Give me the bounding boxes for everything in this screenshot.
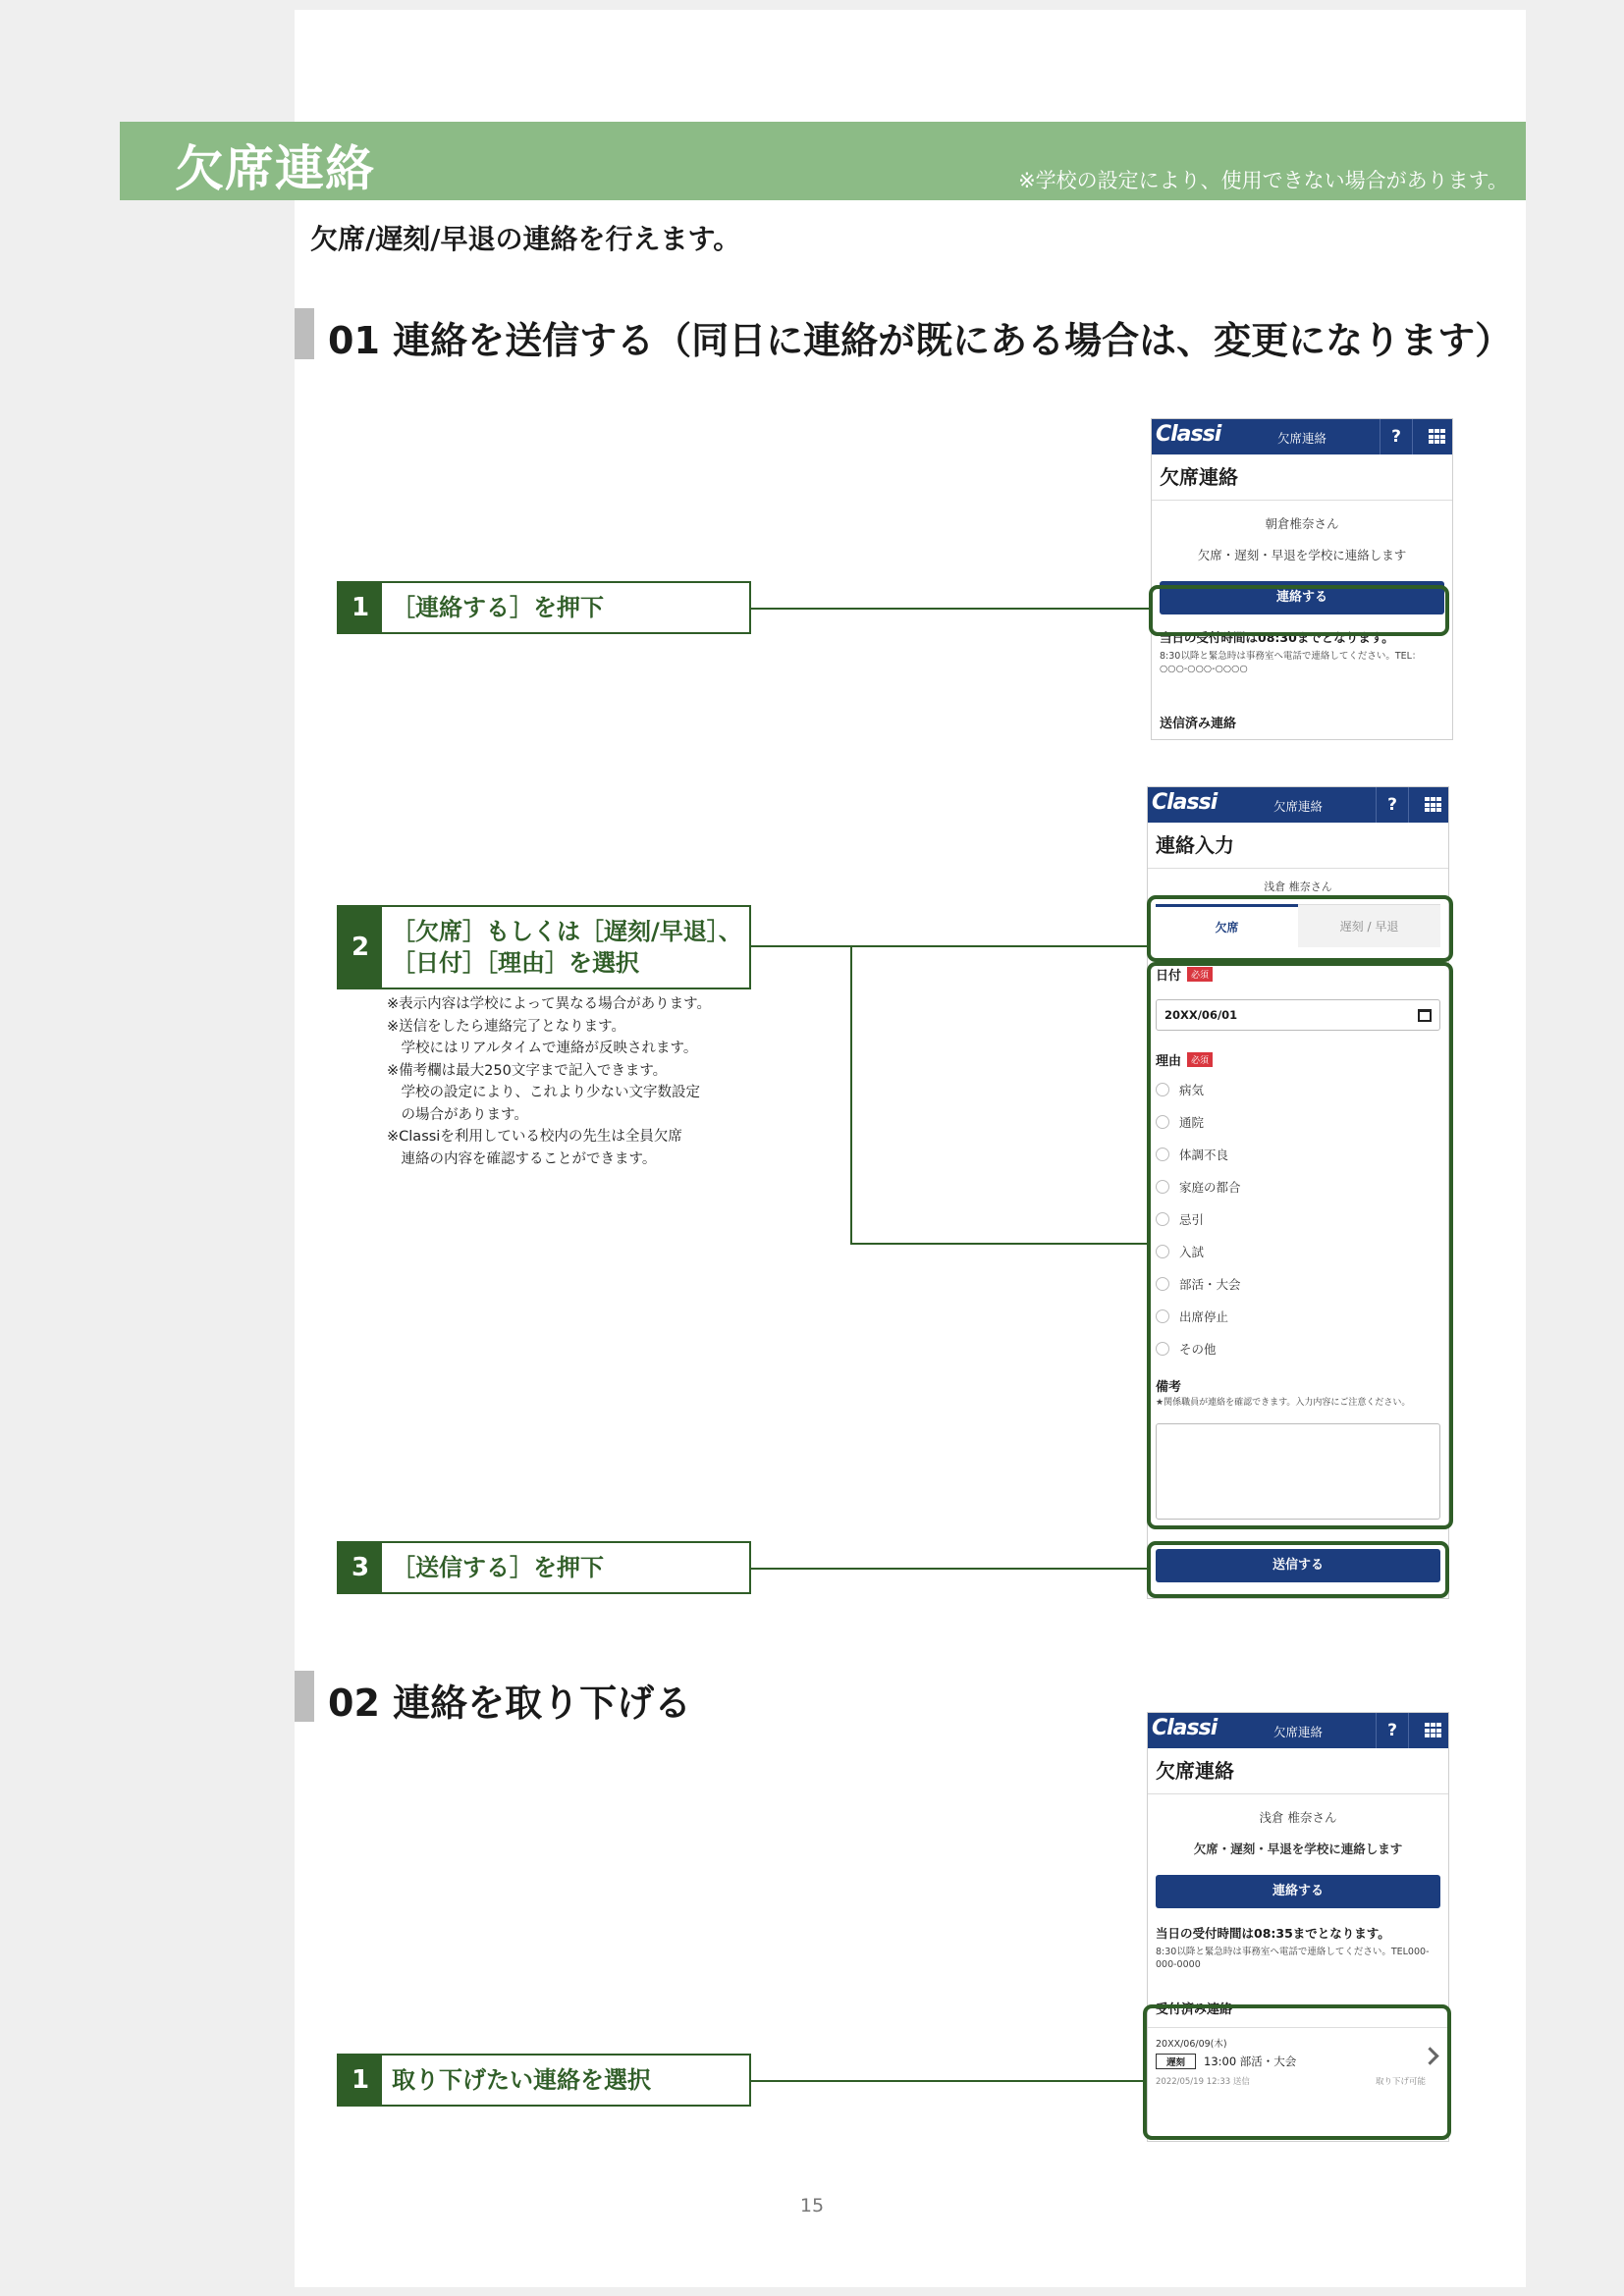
phone-screen-1	[1151, 418, 1453, 740]
urgent-contact-text: 8:30以降と緊急時は事務室へ電話で連絡してください。TEL000-000-0000	[1156, 1947, 1430, 1970]
reason-option[interactable]: 出席停止	[1148, 1300, 1448, 1332]
step-number: 2	[339, 907, 382, 988]
step-label-line1: ［欠席］もしくは［遅刻/早退］、	[392, 918, 742, 945]
item-type-badge: 遅刻	[1156, 2054, 1196, 2069]
header-title: 欠席連絡	[1272, 1725, 1323, 1739]
connector-line	[850, 1243, 1149, 1245]
note-line: ※送信をしたら連絡完了となります。	[387, 1018, 625, 1035]
step-label: ［送信する］を押下	[392, 1554, 604, 1581]
screen-title: 欠席連絡	[1152, 454, 1452, 501]
highlight-frame	[1147, 962, 1453, 1529]
step-1-box	[337, 581, 751, 634]
highlight-frame	[1149, 585, 1449, 636]
app-header	[1148, 1713, 1448, 1748]
deadline-text: 当日の受付時間は08:35までとなります。	[1156, 1926, 1390, 1941]
app-grid-icon[interactable]	[1425, 797, 1442, 813]
step-label	[392, 907, 742, 988]
reason-option[interactable]: 忌引	[1148, 1202, 1448, 1235]
required-badge: 必須	[1187, 967, 1213, 982]
contact-button[interactable]: 連絡する	[1160, 581, 1444, 614]
app-header	[1152, 419, 1452, 454]
title-banner	[120, 122, 1526, 200]
date-value: 20XX/06/01	[1164, 1008, 1238, 1022]
reason-option[interactable]: 体調不良	[1148, 1138, 1448, 1170]
highlight-frame	[1147, 895, 1453, 962]
student-name: 浅倉 椎奈さん	[1264, 881, 1332, 893]
tab-late-early[interactable]: 遅刻 / 早退	[1298, 904, 1440, 947]
page-title: 欠席連絡	[175, 140, 375, 197]
remarks-label: 備考	[1156, 1380, 1182, 1395]
reason-option[interactable]: その他	[1148, 1332, 1448, 1364]
app-grid-icon[interactable]	[1429, 429, 1446, 445]
classi-logo: Classi	[1152, 1716, 1218, 1740]
note-line: 学校にはリアルタイムで連絡が反映されます。	[387, 1041, 698, 1056]
section-bar	[295, 308, 314, 359]
header-title: 欠席連絡	[1276, 431, 1326, 446]
classi-logo: Classi	[1152, 790, 1218, 815]
classi-logo: Classi	[1156, 422, 1221, 447]
app-header	[1148, 787, 1448, 823]
reason-option[interactable]: 病気	[1148, 1073, 1448, 1105]
reason-label: 理由	[1156, 1054, 1182, 1069]
note-line: 学校の設定により、これより少ない文字数設定	[387, 1085, 700, 1100]
remarks-note: ★関係職員が連絡を確認できます。入力内容にご注意ください。	[1156, 1398, 1411, 1408]
note-line: ※Classiを利用している校内の先生は全員欠席	[387, 1129, 682, 1145]
app-grid-icon[interactable]	[1425, 1723, 1442, 1738]
help-icon[interactable]: ?	[1376, 1713, 1409, 1748]
urgent-contact-text: 8:30以降と緊急時は事務室へ電話で連絡してください。TEL：○○○-○○○-○○○○	[1160, 651, 1422, 674]
student-name: 浅倉 椎奈さん	[1259, 1810, 1337, 1825]
screen-title: 欠席連絡	[1148, 1748, 1448, 1794]
reason-option[interactable]: 通院	[1148, 1105, 1448, 1138]
availability-note: ※学校の設定により、使用できない場合があります。	[1018, 169, 1508, 192]
connector-line	[751, 945, 1149, 947]
intro-text: 欠席/遅刻/早退の連絡を行えます。	[310, 223, 741, 255]
section-02-title: 02 連絡を取り下げる	[328, 1682, 692, 1725]
step-number: 1	[339, 2056, 382, 2105]
item-status: 取り下げ可能	[1375, 2077, 1426, 2087]
help-icon[interactable]: ?	[1376, 787, 1409, 823]
required-badge: 必須	[1187, 1052, 1213, 1067]
submit-button[interactable]: 送信する	[1156, 1549, 1440, 1582]
received-heading: 受付済み連絡	[1148, 1971, 1448, 2028]
reason-option[interactable]: 部活・大会	[1148, 1267, 1448, 1300]
note-line: ※備考欄は最大250文字まで記入できます。	[387, 1062, 668, 1079]
reason-option[interactable]: 入試	[1148, 1235, 1448, 1267]
note-line: 連絡の内容を確認することができます。	[387, 1150, 657, 1167]
note-line: の場合があります。	[387, 1106, 528, 1123]
connector-line	[751, 608, 1149, 610]
note-line: ※表示内容は学校によって異なる場合があります。	[387, 996, 711, 1012]
page-number: 15	[799, 2195, 825, 2216]
step-3-box	[337, 1541, 751, 1594]
step-label: 取り下げたい連絡を選択	[392, 2066, 651, 2094]
contact-message: 欠席・遅刻・早退を学校に連絡します	[1193, 1842, 1403, 1856]
date-label: 日付	[1156, 969, 1182, 984]
item-date: 20XX/06/09(木)	[1156, 2039, 1227, 2050]
reason-option[interactable]: 家庭の都合	[1148, 1170, 1448, 1202]
highlight-frame	[1147, 1541, 1449, 1598]
section-bar	[295, 1671, 314, 1722]
connector-line	[850, 945, 852, 1245]
screen-title: 連絡入力	[1148, 823, 1448, 869]
header-title: 欠席連絡	[1272, 799, 1323, 814]
step-2-box	[337, 905, 751, 989]
section-01-title: 01 連絡を送信する（同日に連絡が既にある場合は、変更になります）	[328, 319, 1513, 362]
item-sent-time: 2022/05/19 12:33 送信	[1156, 2077, 1250, 2087]
student-name: 朝倉椎奈さん	[1265, 516, 1339, 531]
contact-button[interactable]: 連絡する	[1156, 1875, 1440, 1908]
deadline-text: 当日の受付時間は08:30までとなります。	[1160, 630, 1394, 645]
step-label: ［連絡する］を押下	[392, 594, 604, 621]
tab-absent[interactable]: 欠席	[1156, 904, 1298, 947]
step-number: 1	[339, 583, 382, 632]
help-icon[interactable]: ?	[1380, 419, 1413, 454]
step-label-line2: ［日付］［理由］を選択	[392, 949, 639, 977]
item-detail: 13:00 部活・大会	[1204, 2055, 1297, 2068]
step-2-notes	[387, 993, 711, 1170]
connector-line	[751, 1568, 1149, 1570]
step-1-withdraw-box	[337, 2054, 751, 2107]
connector-line	[751, 2080, 1144, 2082]
contact-message: 欠席・遅刻・早退を学校に連絡します	[1197, 548, 1407, 562]
sent-contacts-heading: 送信済み連絡	[1160, 717, 1237, 731]
highlight-frame	[1143, 2004, 1451, 2140]
step-number: 3	[339, 1543, 382, 1592]
